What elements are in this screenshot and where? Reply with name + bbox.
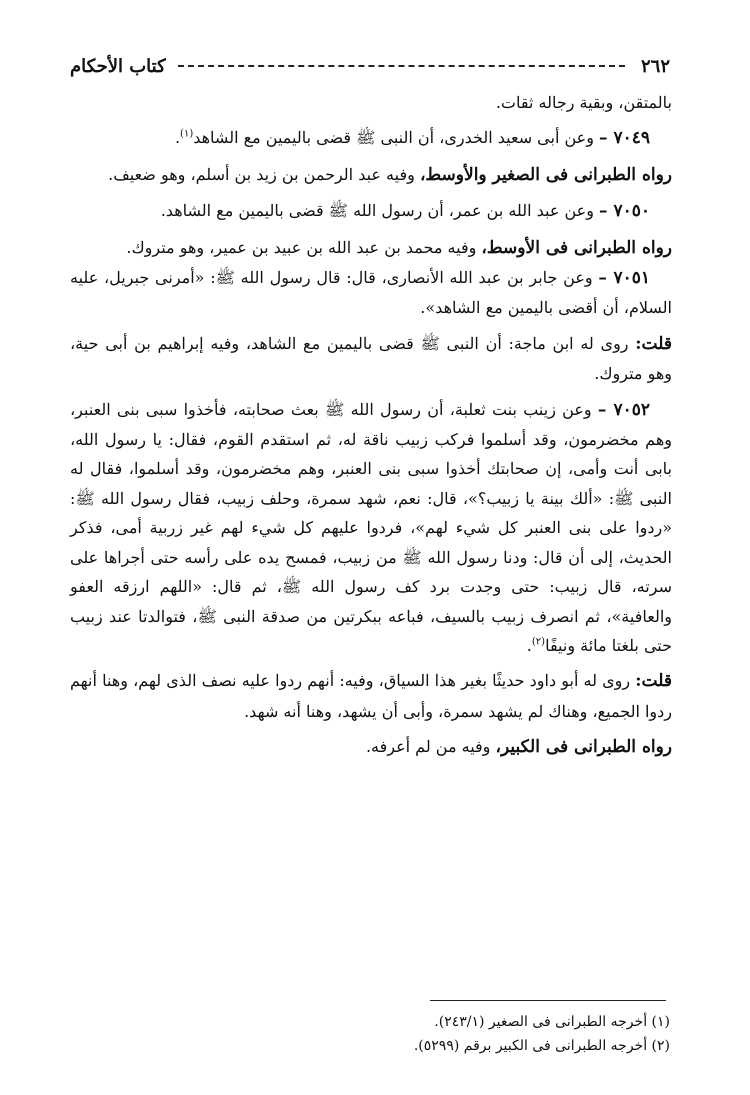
- hadith-text: وعن جابر بن عبد الله الأنصارى، قال: قال رسول الله ﷺ: «أمرنى جبريل، عليه السلام، أن أقضى باليمين مع الشاهد».: [70, 268, 672, 318]
- narration-text: وفيه عبد الرحمن بن زيد بن أسلم، وهو ضعيف.: [108, 164, 415, 184]
- narration-note: [70, 233, 672, 263]
- narration-text: وفيه محمد بن عبد الله بن عبيد بن عمير، وهو متروك.: [126, 237, 477, 257]
- footnote-ref: (١): [180, 129, 194, 141]
- commentary: [70, 666, 672, 726]
- narration-note: [70, 732, 672, 762]
- commentary-text: روى له أبو داود حديثًا بغير هذا السياق، وفيه: أنهم ردوا عليه نصف الذى لهم، وهنا أنهم ردوا الجميع، وهناك لم يشهد سمرة، وأبى أن يشهد، وهنا أنه شهد.: [70, 671, 672, 721]
- hadith-text: وعن عبد الله بن عمر، أن رسول الله ﷺ قضى باليمين مع الشاهد.: [160, 201, 594, 221]
- page-number: ٢٦٢: [640, 55, 670, 77]
- hadith-number: ٧٠٥٢ –: [597, 399, 650, 420]
- narration-note: [70, 160, 672, 190]
- footnote-2: (٢) أخرجه الطبرانى فى الكبير برقم (٥٢٩٩).: [413, 1038, 670, 1054]
- qultu-label: قلت:: [635, 671, 673, 692]
- hadith-7049: ٧٠٤٩ – وعن أبى سعيد الخدرى، أن النبى ﷺ قضى باليمين مع الشاهد$^{(١)}$.: [174, 128, 650, 149]
- footnote-ref: (٢): [531, 636, 546, 648]
- commentary-text: روى له ابن ماجة: أن النبى ﷺ قضى باليمين مع الشاهد، وفيه إبراهيم بن أبى حية، وهو متروك.: [70, 333, 672, 384]
- header-dashed-line: [178, 65, 625, 67]
- footnote-separator: [430, 1000, 666, 1001]
- hadith-text: وعن زينب بنت ثعلبة، أن رسول الله ﷺ بعث صحابته، فأخذوا سبى بنى العنبر، وهم مخضرمون، وقد أسلموا فركب زبيب ناقة له، ثم استقدم القوم، فقال: يا رسول الله، بابى أنت وأمى، إن صحابتك أخذوا سبى بنى العنبر، وهم مخضرمون، وقد أسلموا، فقال له النبى ﷺ: «ألك بينة يا زبيب؟»، قال: نعم، شهد سمرة، وحلف زبيب، فقال رسول الله ﷺ: «ردوا على بنى العنبر كل شيء لهم»، فردوا عليهم كل شيء لهم غير زربية أمى، فذكر الحديث، إلى أن قال: ودنا رسول الله ﷺ من زبيب، فمسح يده على رأسه حتى أجراها على سرته، قال زبيب: حتى وجدت برد كف رسول الله ﷺ، ثم قال: «اللهم ارزقه العفو والعافية»، ثم انصرف زبيب بالسيف، فباعه ببكرتين من صدقة النبى ﷺ، فتوالدتا عند زبيب حتى بلغتا مائة ونيفًا: [70, 399, 673, 655]
- qultu-label: قلت:: [635, 333, 672, 354]
- footnotes: [70, 1010, 670, 1058]
- narrator-bold: رواه الطبرانى فى الصغير والأوسط،: [419, 164, 672, 185]
- hadith-number: ٧٠٥٠ –: [599, 201, 650, 222]
- hadith-7051: [70, 263, 672, 323]
- book-title: كتاب الأحكام: [70, 55, 166, 77]
- paragraph-continuation: بالمتقن، وبقية رجاله ثقات.: [495, 93, 672, 112]
- hadith-text: وعن أبى سعيد الخدرى، أن النبى ﷺ قضى باليمين مع الشاهد: [193, 128, 594, 148]
- narrator-bold: رواه الطبرانى فى الكبير،: [495, 737, 672, 758]
- hadith-number: ٧٠٥١ –: [598, 268, 651, 289]
- hadith-7050: [70, 196, 672, 226]
- running-header: [70, 52, 670, 80]
- narrator-bold: رواه الطبرانى فى الأوسط،: [481, 237, 672, 258]
- hadith-number: ٧٠٤٩ –: [599, 128, 650, 149]
- commentary: [70, 329, 672, 389]
- footnote-1: (١) أخرجه الطبرانى فى الصغير (٢٤٣/١).: [434, 1014, 670, 1030]
- hadith-7052: ٧٠٥٢ – وعن زينب بنت ثعلبة، أن رسول الله ﷺ بعث صحابته، فأخذوا سبى بنى العنبر، وهم مخضرمون، وقد أسلموا فركب زبيب ناقة له، ثم استقدم القوم، فقال: يا رسول الله، بابى أنت وأمى، إن صحابتك أخذوا سبى بنى العنبر، وهم مخضرمون، وقد أسلموا، فقال له النبى ﷺ: «ألك بينة يا زبيب؟»، قال: نعم، شهد سمرة، وحلف زبيب، فقال رسول الله ﷺ: «ردوا على بنى العنبر كل شيء لهم»، فردوا عليهم كل شيء لهم غير زربية أمى، فذكر الحديث، إلى أن قال: ودنا رسول الله ﷺ من زبيب، فمسح يده على رأسه حتى أجراها على سرته، قال زبيب: حتى وجدت برد كف رسول الله ﷺ، ثم قال: «اللهم ارزقه العفو والعافية»، ثم انصرف زبيب بالسيف، فباعه ببكرتين من صدقة النبى ﷺ، فتوالدتا عند زبيب حتى بلغتا مائة ونيفًا$^{(٢)}$.: [70, 399, 673, 655]
- narration-text: وفيه من لم أعرفه.: [365, 737, 491, 757]
- main-text: [70, 88, 672, 763]
